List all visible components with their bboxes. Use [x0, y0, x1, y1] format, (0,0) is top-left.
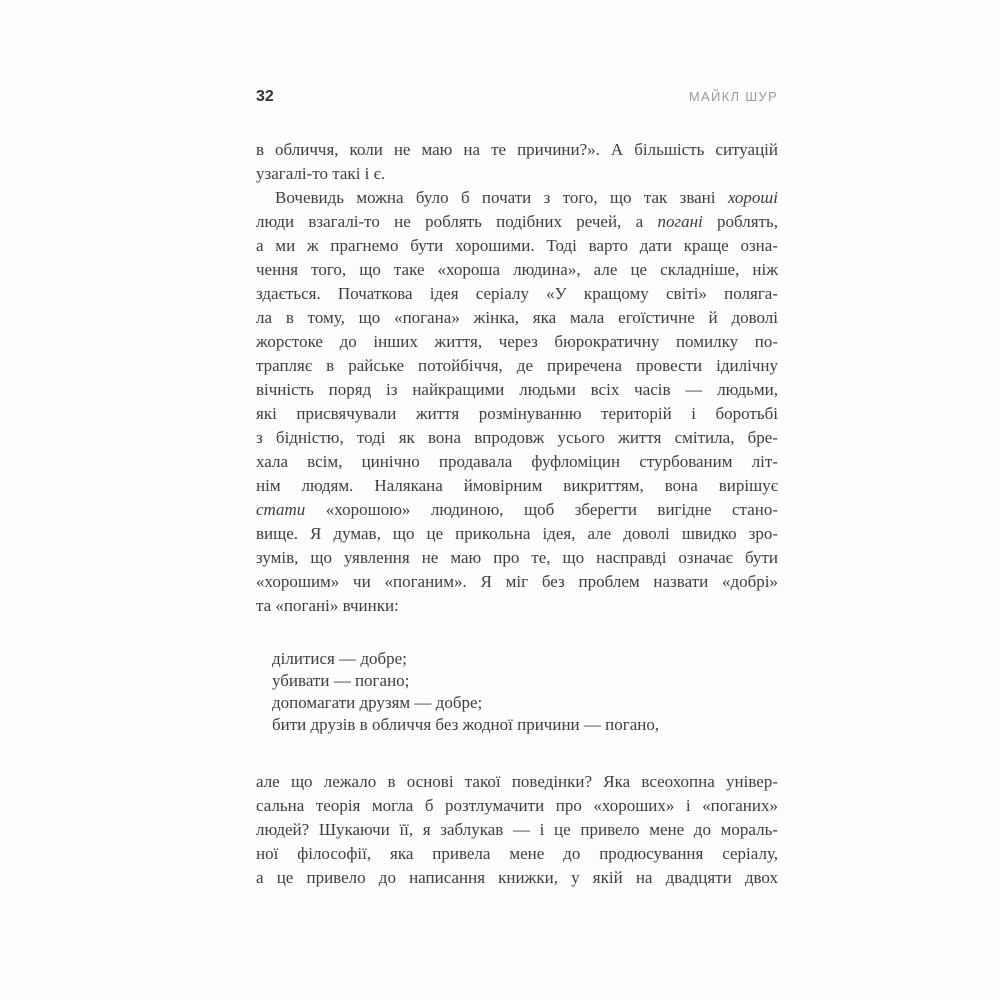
text-line	[256, 186, 778, 210]
text-segment: сальна теорія могла б розтлумачити про «хороших» і «поганих»	[256, 796, 778, 815]
text-segment: бити друзів в обличчя без жодної причини — погано,	[272, 715, 660, 734]
text-segment: з бідністю, тоді як вона впродовж усього життя смітила, бре-	[256, 428, 778, 447]
text-segment: вічність поряд із найкращими людьми всіх часів — людьми,	[256, 380, 778, 399]
text-line	[272, 714, 778, 736]
text-segment: хала всім, цинічно продавала фуфломіцин стурбованим літ-	[256, 452, 778, 471]
text-segment: ної філософії, яка привела мене до продюсування серіалу,	[256, 844, 778, 863]
text-segment: убивати — погано;	[272, 671, 410, 690]
page-number: 32	[256, 88, 274, 105]
text-line	[256, 794, 778, 818]
text-line	[256, 330, 778, 354]
text-segment: ділитися — добре;	[272, 649, 407, 668]
text-segment: узагалі-то такі і є.	[256, 164, 386, 183]
text-line	[256, 594, 778, 618]
text-line	[256, 306, 778, 330]
paragraph-good-place-idea	[256, 186, 778, 618]
text-segment: допомагати друзям — добре;	[272, 693, 483, 712]
text-line	[272, 692, 778, 714]
text-line	[272, 648, 778, 670]
italic-text-segment: погані	[657, 212, 703, 231]
text-line	[256, 498, 778, 522]
text-line	[256, 426, 778, 450]
text-line	[256, 138, 778, 162]
text-segment: але що лежало в основі такої поведінки? Яка всеохопна універ-	[256, 772, 778, 791]
italic-text-segment: хороші	[727, 188, 778, 207]
page-header	[256, 88, 778, 106]
text-line	[256, 770, 778, 794]
paragraph-moral-philosophy	[256, 770, 778, 890]
text-line	[256, 234, 778, 258]
text-segment: здається. Початкова ідея серіалу «У кращому світі» поляга-	[256, 284, 778, 303]
good-bad-examples-list	[272, 648, 778, 736]
running-head: МАЙКЛ ШУР	[688, 89, 778, 104]
text-segment: трапляє в райське потойбіччя, де приречена провести ідилічну	[256, 356, 778, 375]
text-line	[256, 866, 778, 890]
text-line	[256, 570, 778, 594]
text-segment: жорстоке до інших життя, через бюрократичну помилку по-	[256, 332, 778, 351]
text-line	[256, 402, 778, 426]
text-segment: люди взагалі-то не роблять подібних речей, а	[256, 212, 658, 231]
text-line	[256, 522, 778, 546]
text-line	[256, 282, 778, 306]
text-line	[256, 354, 778, 378]
text-line	[256, 258, 778, 282]
text-segment: «хорошим» чи «поганим». Я міг без проблем назвати «добрі»	[256, 572, 778, 591]
text-segment: людей? Шукаючи її, я заблукав — і це привело мене до мораль-	[256, 820, 778, 839]
text-segment: які присвячували життя розмінуванню територій і боротьбі	[256, 404, 778, 423]
body-text	[256, 138, 778, 890]
text-segment: нім людям. Налякана ймовірним викриттям, вона вирішує	[256, 476, 778, 495]
text-segment: та «погані» вчинки:	[256, 596, 399, 615]
text-segment: а ми ж прагнемо бути хорошими. Тоді варто дати краще озна-	[256, 236, 778, 255]
text-line	[256, 546, 778, 570]
text-line	[256, 842, 778, 866]
text-segment: а це привело до написання книжки, у якій на двадцяти двох	[256, 868, 778, 887]
text-line	[272, 670, 778, 692]
text-line	[256, 162, 778, 186]
text-segment: вище. Я думав, що це прикольна ідея, але доволі швидко зро-	[256, 524, 778, 543]
text-segment: Вочевидь можна було б почати з того, що так звані	[275, 188, 728, 207]
text-line	[256, 210, 778, 234]
text-segment: чення того, що таке «хороша людина», але це складніше, ніж	[256, 260, 778, 279]
text-line	[256, 818, 778, 842]
text-line	[256, 378, 778, 402]
paragraph-continuation	[256, 138, 778, 186]
text-segment: ла в тому, що «погана» жінка, яка мала егоїстичне й доволі	[256, 308, 778, 327]
text-segment: «хорошою» людиною, щоб зберегти вигідне стано-	[305, 500, 778, 519]
text-line	[256, 450, 778, 474]
italic-text-segment: стати	[256, 500, 306, 519]
text-segment: зумів, що уявлення не маю про те, що насправді означає бути	[256, 548, 778, 567]
text-segment: роблять,	[702, 212, 778, 231]
text-segment: в обличчя, коли не маю на те причини?». А більшість ситуацій	[256, 140, 778, 159]
text-line	[256, 474, 778, 498]
